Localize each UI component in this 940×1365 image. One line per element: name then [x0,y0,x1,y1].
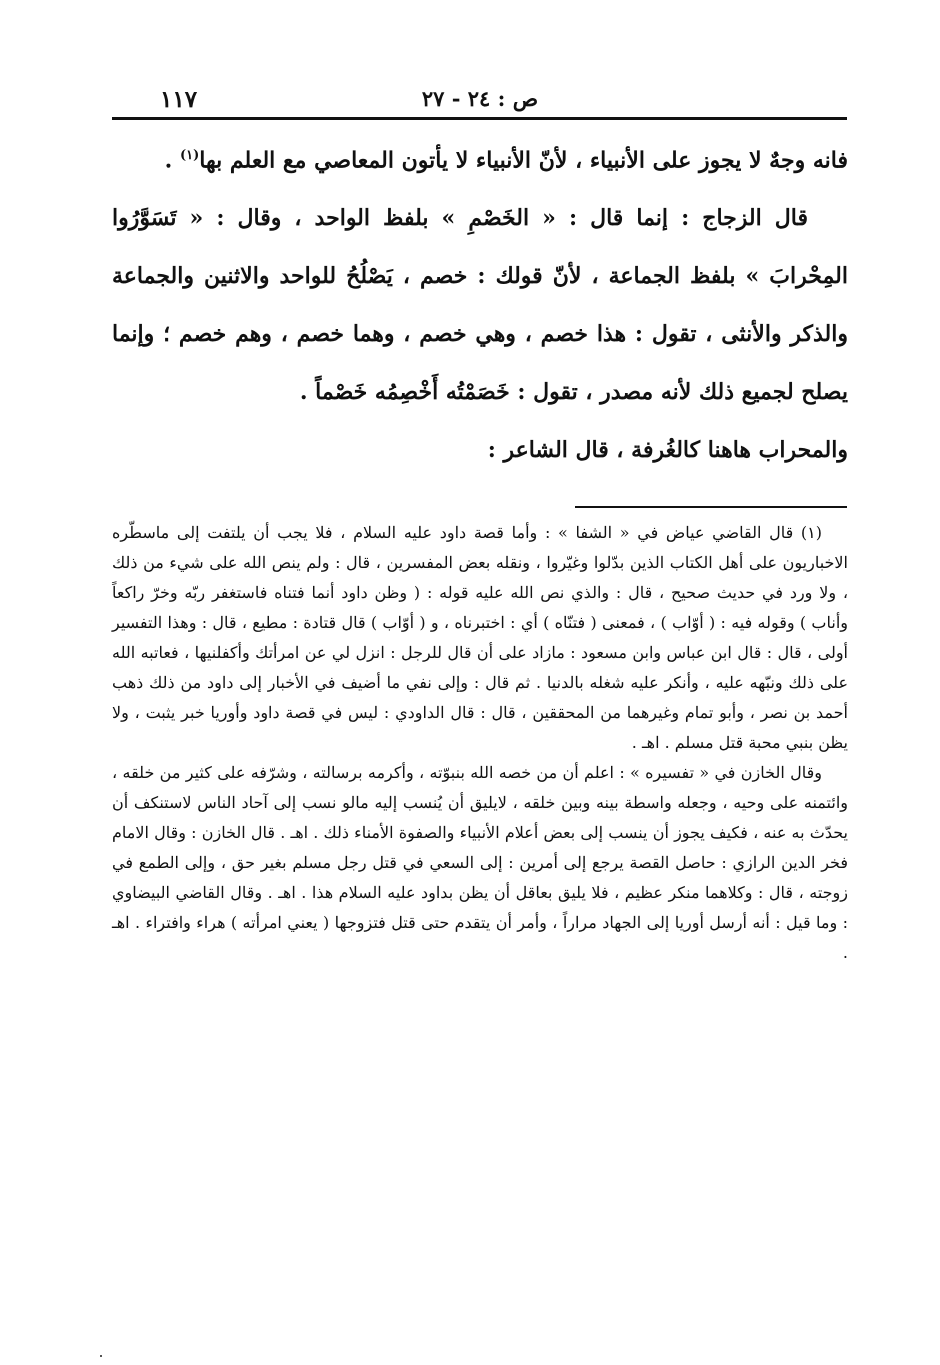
footnote-divider [575,506,847,508]
verse-reference: ص : ٢٤ - ٢٧ [421,86,539,111]
main-paragraph-zajjaj: قال الزجاج : إنما قال : « الخَصْمِ » بلفظ الواحد ، وقال : « تَسَوَّرُوا المِحْرابَ » بلفظ الجماعة ، لأنّ قولك : خصم ، يَصْلُحُ للواحد والاثنين والجماعة والذكر والأنثى ، تقول : هذا خصم ، وهي خصم ، وهما خصم ، وهم خصم ؛ وإنما يصلح لجميع ذلك لأنه مصدر ، تقول : خَصَمْتُه أَخْصِمُه خَصْماً . [112,205,848,406]
main-line-1-end: . [164,147,173,174]
page-number: ١١٧ [160,86,198,113]
footnote-1-paragraph-1: (١) قال القاضي عياض في « الشفا » : وأما قصة داود عليه السلام ، فلا يجب أن يلتفت إلى ماسطّره الاخباريون على أهل الكتاب الذين بدّلوا وغيّروا ، ونقله بعض المفسرين ، قال : ولم ينص الله على شيء من ذلك ، ولا ورد في حديث صحيح ، قال : والذي نص الله عليه قوله : ( وظن داود أنما فتناه فاستغفر ربّه وخرّ راكعاً وأناب ) وقوله فيه : ( أوّاب ) ، فمعنى ( فتنّاه ) أي : اختبرناه ، و ( أوّاب ) قال قتادة : مطيع ، قال : وهذا التفسير أولى ، قال : قال ابن عباس وابن مسعود : مازاد على أن قال للرجل : انزل لي عن امرأتك وأكفلنيها ، فعاتبه الله على ذلك ونبّهه عليه ، وأنكر عليه شغله بالدنيا . ثم قال : وإلى نفي ما أضيف في الأخبار إلى داود من ذلك ذهب أحمد بن نصر ، وأبو تمام وغيرهما من المحققين ، قال : قال الداودي : ليس في قصة داود وأوريا خبر يثبت ، ولا يظن بنبي محبة قتل مسلم . اهـ . [112,523,848,752]
header-divider [112,117,847,120]
footnotes [112,516,848,968]
main-text [112,127,848,479]
page-header [110,82,850,116]
main-line-1-text: فانه وجهٌ لا يجوز على الأنبياء ، لأنّ الأنبياء لا يأتون المعاصي مع العلم بها [199,147,848,174]
footnote-1-paragraph-2: وقال الخازن في « تفسيره » : اعلم أن من خصه الله بنبوّته ، وأكرمه برسالته ، وشرّفه على كثير من خلقه ، وائتمنه على وحيه ، وجعله واسطة بينه وبين خلقه ، لايليق أن يُنسب إليه مالو نسب إلى آحاد الناس لاستنكف أن يحدّث به عنه ، فكيف يجوز أن ينسب إلى بعض أعلام الأنبياء والصفوة الأمناء ذلك . اهـ . قال الخازن : وقال الامام فخر الدين الرازي : حاصل القصة يرجع إلى أمرين : إلى السعي في قتل رجل مسلم بغير حق ، وإلى الطمع في زوجته ، قال : وكلاهما منكر عظيم ، فلا يليق بعاقل أن يظن بداود عليه السلام هذا . اهـ . وقال القاضي البيضاوي : وما قيل : أنه أرسل أوريا إلى الجهاد مراراً ، وأمر أن يتقدم حتى قتل فتزوجها ( يعني امرأته ) هراء وافتراء . اهـ . [112,763,849,962]
main-paragraph-mihrab: والمحراب هاهنا كالغُرفة ، قال الشاعر : [487,437,848,464]
main-line-1 [112,127,848,189]
scan-speck [100,1355,102,1357]
footnote-reference: (١) [179,148,200,163]
